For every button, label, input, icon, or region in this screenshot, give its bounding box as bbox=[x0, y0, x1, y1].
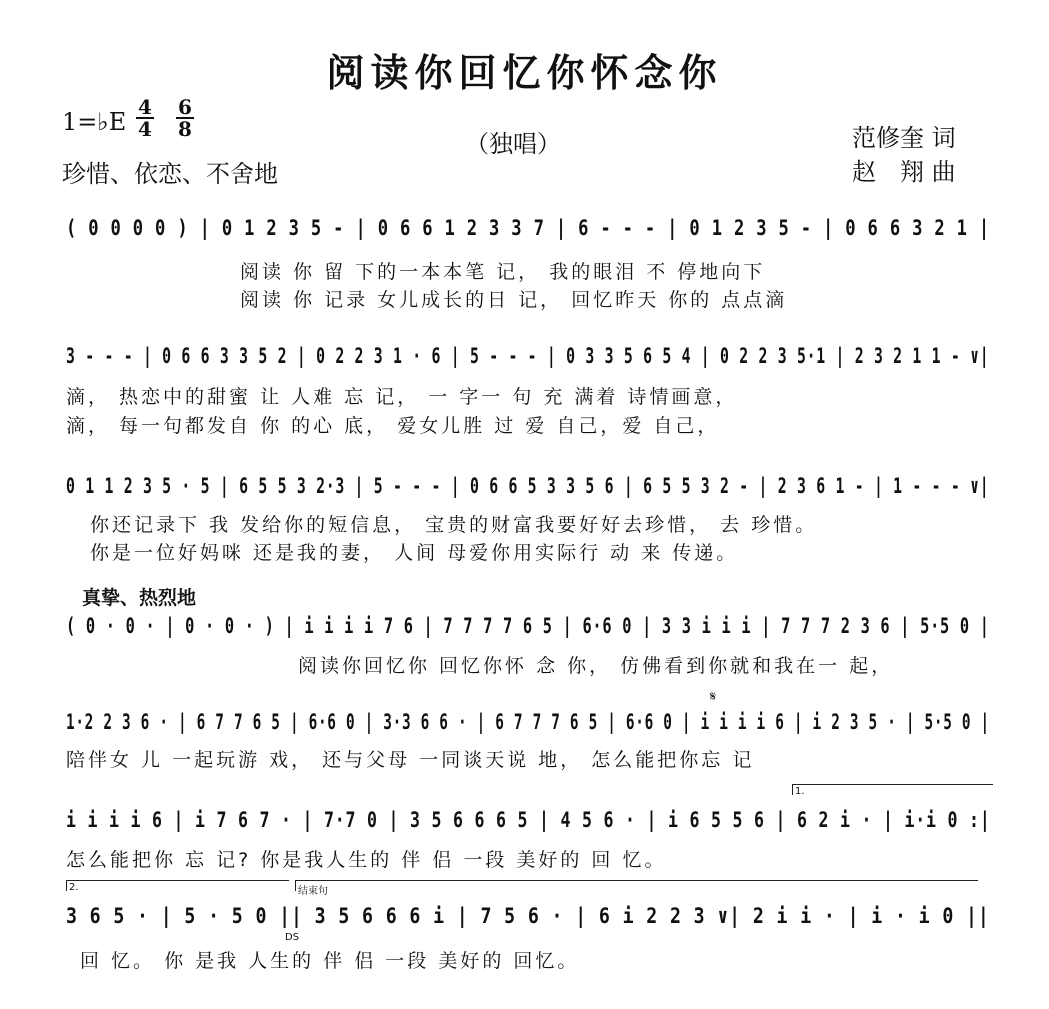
ds-marking: DS bbox=[285, 932, 300, 943]
time-sig-denominator: 8 bbox=[178, 117, 192, 141]
lyrics-line-3-verse-1: 你还记录下 我 发给你的短信息， 宝贵的财富我要好好去珍惜， 去 珍惜。 bbox=[90, 514, 818, 536]
expression-marking: 珍惜、依恋、不舍地 bbox=[62, 160, 278, 188]
notation-line-6: i i i i 6 | i 7 6 7 · | 7·7 0 | 3 5 6 6 6 5 | 4 5 6 · | i 6 5 5 6 | 6 2 i · | i·i 0 :| bbox=[66, 808, 991, 832]
key-signature: 1=♭E bbox=[62, 108, 127, 136]
notation-line-3: 0 1 1 2 3 5 · 5 | 6 5 5 3 2·3 | 5 - - - | 0 6 6 5 3 3 5 6 | 6 5 5 3 2 - | 2 3 6 1 - | 1 - - - ∨| bbox=[66, 474, 990, 498]
time-signature-4-4 bbox=[136, 95, 154, 141]
notation-line-5: 1·2 2 3 6 · | 6 7 7 6 5 | 6·6 0 | 3·3 6 6 · | 6 7 7 7 6 5 | 6·6 0 | i i i i 6 | i 2 3 5 · | 5·5 0 | bbox=[66, 710, 990, 734]
segno-sign: 𝄋 bbox=[710, 689, 717, 705]
lyrics-line-6: 怎么能把你 忘 记? 你是我人生的 伴 侣 一段 美好的 回 忆。 bbox=[66, 849, 667, 871]
lyrics-line-3-verse-2: 你是一位好妈咪 还是我的妻， 人间 母爱你用实际行 动 来 传递。 bbox=[90, 542, 739, 564]
volta-2-label: 2. bbox=[69, 882, 79, 893]
lyrics-line-2-verse-2: 滴， 每一句都发自 你 的心 底， 爱女儿胜 过 爱 自己，爱 自己， bbox=[66, 415, 720, 437]
lyricist-credit: 范修奎 词 bbox=[852, 124, 956, 152]
lyrics-line-7: 回 忆。 你 是我 人生的 伴 侣 一段 美好的 回忆。 bbox=[80, 950, 580, 972]
time-sig-numerator: 4 bbox=[138, 95, 152, 119]
notation-line-4: ( 0 · 0 · | 0 · 0 · ) | i i i i 7 6 | 7 7 7 7 6 5 | 6·6 0 | 3 3 i i i | 7 7 7 2 3 6 | 5·5 0 | bbox=[66, 614, 990, 638]
subtitle: （独唱） bbox=[465, 130, 561, 158]
ending-label: 结束句 bbox=[298, 886, 328, 897]
lyrics-line-5: 陪伴女 儿 一起玩游 戏， 还与父母 一同谈天说 地， 怎么能把你忘 记 bbox=[66, 749, 755, 771]
notation-line-1: ( 0 0 0 0 ) | 0 1 2 3 5 - | 0 6 6 1 2 3 3 7 | 6 - - - | 0 1 2 3 5 - | 0 6 6 3 2 1 | bbox=[66, 216, 991, 240]
lyrics-line-4: 阅读你回忆你 回忆你怀 念 你， 仿佛看到你就和我在一 起， bbox=[298, 655, 894, 677]
notation-line-2: 3 - - - | 0 6 6 3 3 5 2 | 0 2 2 3 1 · 6 | 5 - - - | 0 3 3 5 6 5 4 | 0 2 2 3 5·1 | 2 3 2 1 1 - ∨| bbox=[66, 344, 990, 368]
lyrics-line-1-verse-1: 阅读 你 留 下的一本本笔 记， 我的眼泪 不 停地向下 bbox=[240, 261, 766, 283]
lyrics-line-1-verse-2: 阅读 你 记录 女儿成长的日 记， 回忆昨天 你的 点点滴 bbox=[240, 289, 788, 311]
lyrics-line-2-verse-1: 滴， 热恋中的甜蜜 让 人难 忘 记， 一 字一 句 充 满着 诗情画意， bbox=[66, 386, 738, 408]
notation-line-7: 3 6 5 · | 5 · 5 0 || 3 5 6 6 6 i | 7 5 6 · | 6 i 2 2 3 ∨| 2 i i · | i · i 0 || bbox=[66, 904, 990, 928]
time-signature-6-8 bbox=[176, 95, 194, 141]
time-sig-denominator: 4 bbox=[138, 117, 152, 141]
volta-1-label: 1. bbox=[795, 786, 805, 797]
composer-credit: 赵 翔 曲 bbox=[852, 158, 956, 186]
ending-bracket bbox=[295, 880, 978, 891]
expression-marking-2: 真挚、热烈地 bbox=[82, 587, 197, 609]
volta-2-bracket bbox=[66, 880, 289, 891]
time-sig-numerator: 6 bbox=[178, 95, 192, 119]
song-title: 阅读你回忆你怀念你 bbox=[326, 51, 723, 95]
volta-1-bracket bbox=[792, 784, 993, 795]
